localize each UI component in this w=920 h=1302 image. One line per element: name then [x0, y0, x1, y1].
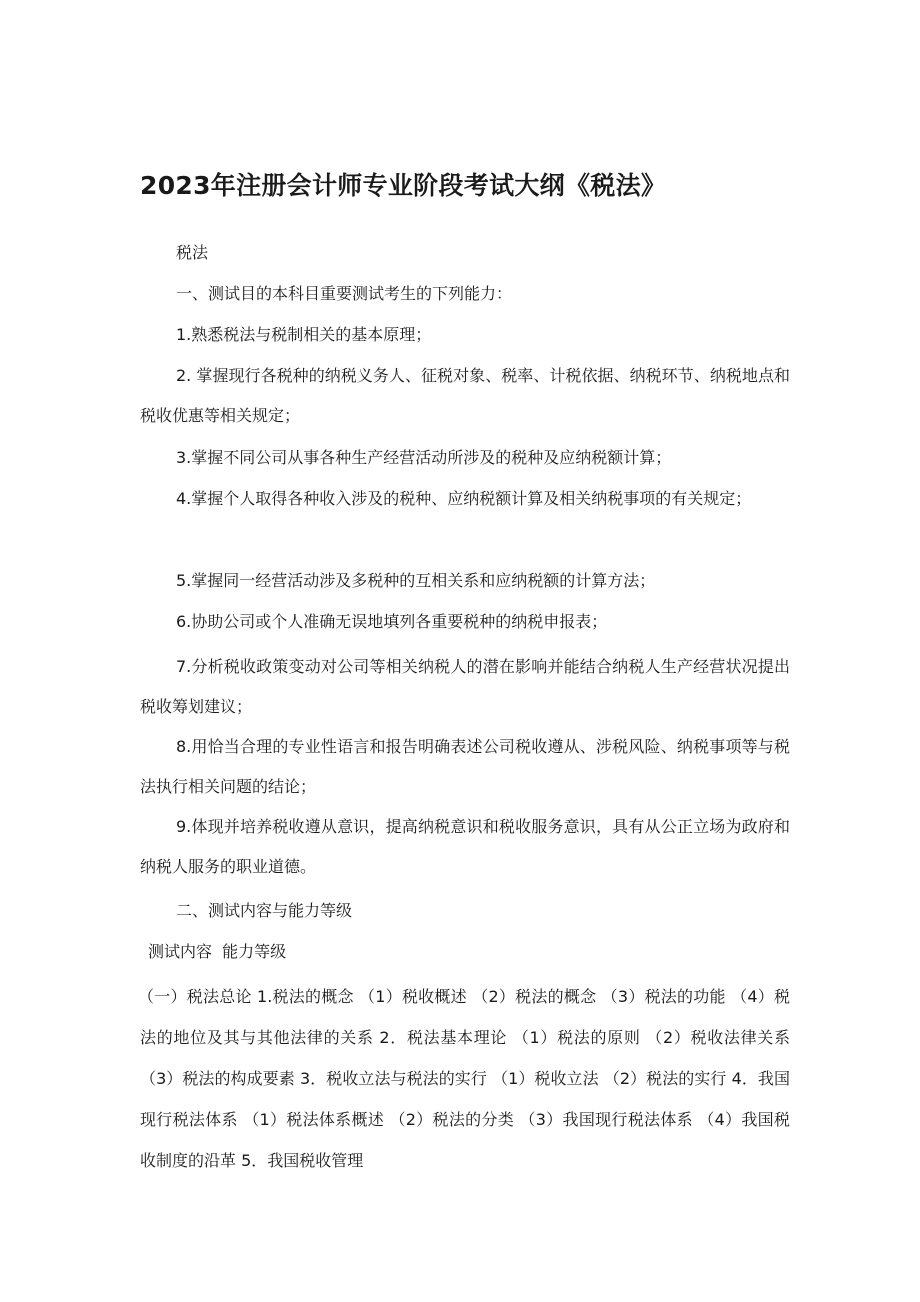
ability-item-7: 7.分析税收政策变动对公司等相关纳税人的潜在影响并能结合纳税人生产经营状况提出税收筹划建议；: [140, 657, 790, 716]
section-one-heading: 一、测试目的本科目重要测试考生的下列能力：: [176, 284, 513, 303]
table-header: 测试内容 能力等级: [148, 942, 287, 961]
section-two-heading: 二、测试内容与能力等级: [176, 901, 353, 920]
ability-item-5: 5.掌握同一经营活动涉及多税种的互相关系和应纳税额的计算方法；: [176, 571, 656, 590]
ability-item-4: 4.掌握个人取得各种收入涉及的税种、应纳税额计算及相关纳税事项的有关规定；: [176, 489, 752, 508]
ability-item-8: 8.用恰当合理的专业性语言和报告明确表述公司税收遵从、涉税风险、纳税事项等与税法执行相关问题的结论；: [140, 737, 790, 796]
subject-label: 税法: [176, 243, 209, 262]
ability-item-3: 3.掌握不同公司从事各种生产经营活动所涉及的税种及应纳税额计算；: [176, 448, 672, 467]
document-title: 2023年注册会计师专业阶段考试大纲《税法》: [140, 171, 667, 200]
outline-body: （一）税法总论 1.税法的概念 （1）税收概述 （2）税法的概念 （3）税法的功能 （4）税法的地位及其与其他法律的关系 2．税法基本理论 （1）税法的原则 （2）税收法律关系 （3）税法的构成要素 3．税收立法与税法的实行 （1）税收立法 （2）税法的实行 4．我国现行税法体系 （1）税法体系概述 （2）税法的分类 （3）我国现行税法体系 （4）我国税收制度的沿革 5．我国税收管理: [138, 987, 790, 1170]
ability-item-6: 6.协助公司或个人准确无误地填列各重要税种的纳税申报表；: [176, 612, 608, 631]
ability-item-9: 9.体现并培养税收遵从意识，提高纳税意识和税收服务意识，具有从公正立场为政府和纳税人服务的职业道德。: [140, 817, 790, 876]
ability-item-1: 1.熟悉税法与税制相关的基本原理；: [176, 325, 432, 344]
ability-item-2: 2. 掌握现行各税种的纳税义务人、征税对象、税率、计税依据、纳税环节、纳税地点和税收优惠等相关规定；: [140, 366, 790, 425]
